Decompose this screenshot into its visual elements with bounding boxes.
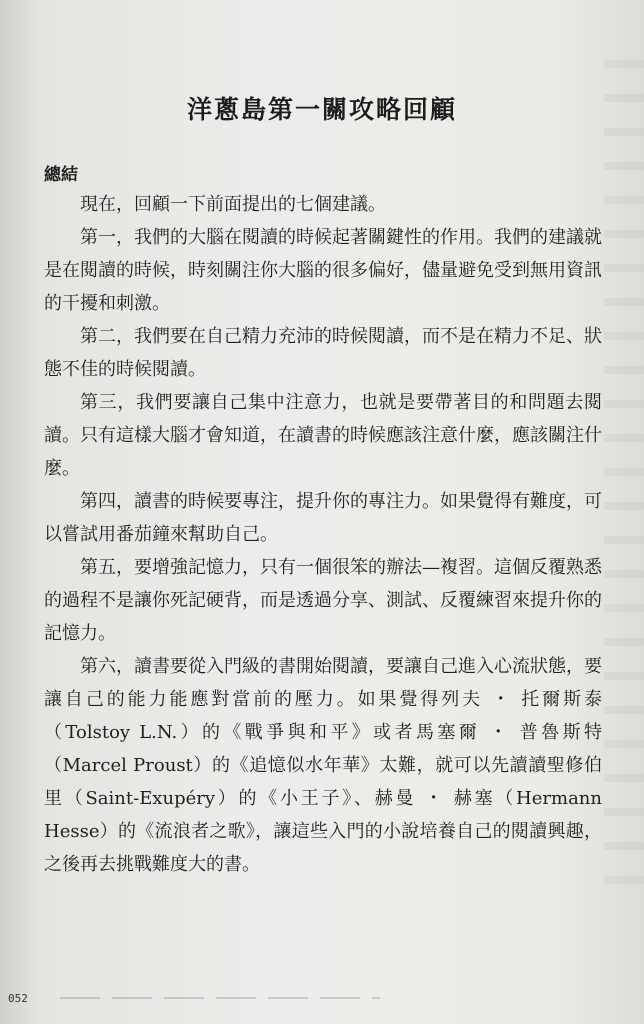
paragraph: 第一，我們的大腦在閱讀的時候起著關鍵性的作用。我們的建議就是在閱讀的時候，時刻關注你大腦的很多偏好，儘量避免受到無用資訊的干擾和刺激。 [44,227,602,314]
paragraph: 第三，我們要讓自己集中注意力，也就是要帶著目的和問題去閱讀。只有這樣大腦才會知道，在讀書的時候應該注意什麼，應該關注什麼。 [44,392,602,479]
page-number: 052 [8,992,28,1005]
paragraph: 第二，我們要在自己精力充沛的時候閱讀，而不是在精力不足、狀態不佳的時候閱讀。 [44,326,602,380]
bleed-through-shadow [604,60,644,900]
section-heading: 總結 [44,165,78,185]
paragraph: 第六，讀書要從入門級的書開始閱讀，要讓自己進入心流狀態，要讓自己的能力能應對當前的壓力。如果覺得列夫 ・ 托爾斯泰（Tolstoy L.N.）的《戰爭與和平》或者馬塞爾 ・ 普魯斯特（Marcel Proust）的《追憶似水年華》太難，就可以先讀讀聖修伯里（Saint-Exupéry）的《小王子》、赫曼 ・ 赫塞（Hermann Hesse）的《流浪者之歌》，讓這些入門的小說培養自己的閱讀興趣，之後再去挑戰難度大的書。 [44,656,602,875]
page-title: 洋蔥島第一關攻略回顧 [186,95,457,124]
footer-running-text-blur [60,997,380,999]
paragraph: 第五，要增強記憶力，只有一個很笨的辦法—複習。這個反覆熟悉的過程不是讓你死記硬背，而是透過分享、測試、反覆練習來提升你的記憶力。 [44,557,602,644]
paragraph: 第四，讀書的時候要專注，提升你的專注力。如果覺得有難度，可以嘗試用番茄鐘來幫助自己。 [44,491,602,545]
paragraph: 現在，回顧一下前面提出的七個建議。 [80,194,386,215]
body-text [44,188,602,881]
